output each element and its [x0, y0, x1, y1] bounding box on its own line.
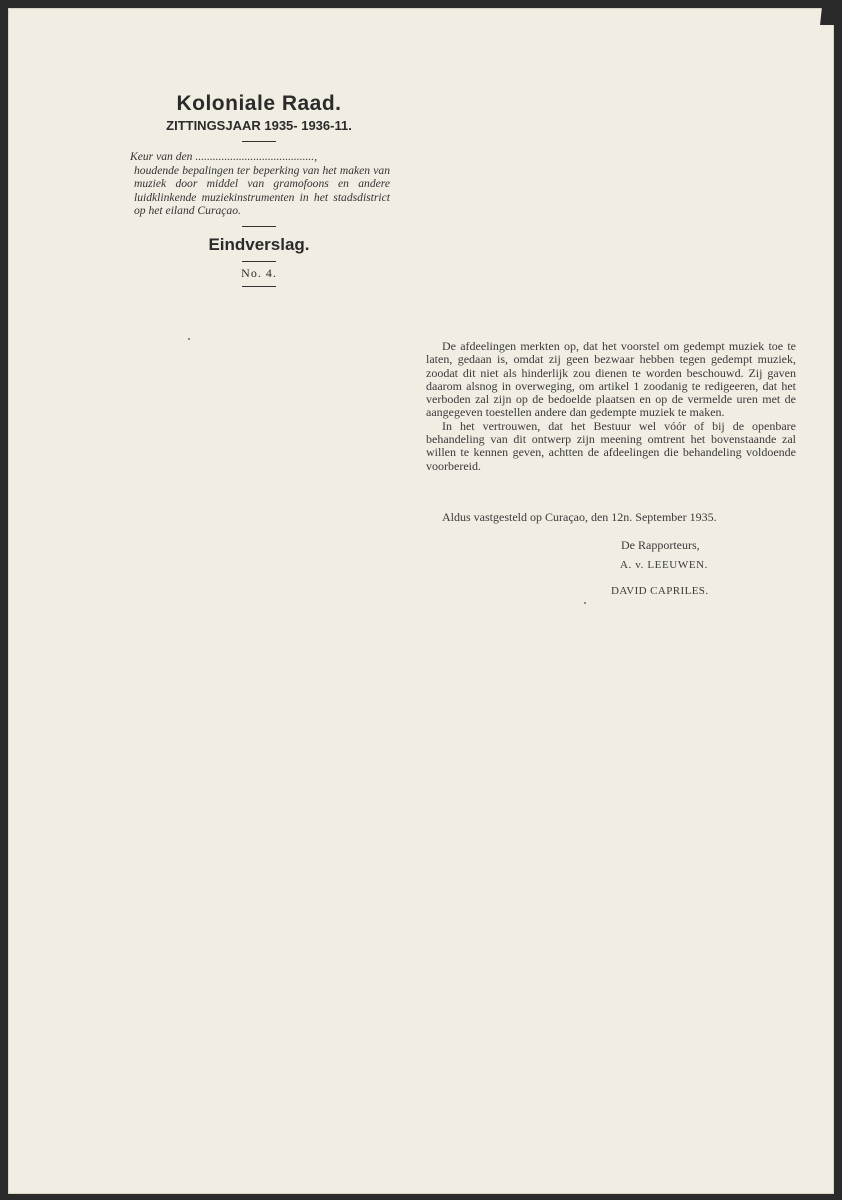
- divider: [242, 261, 276, 262]
- section-title: Eindverslag.: [208, 234, 310, 254]
- body-paragraph: De afdeelingen merkten op, dat het voorstel om gedempt muziek toe te laten, gedaan is, omdat zij geen bezwaar hebben tegen gedempt muziek, zoodat dit niet als hinderlijk zou dienen te worden beschouwd. Zij gaven daarom alsnog in overweging, om artikel 1 zoodanig te redigeeren, dat het verboden zal zijn op de bedoelde plaatsen en op de vermelde uren met de aangegeven toestellen andere dan gedempte muziek te maken.: [426, 339, 796, 420]
- divider: [242, 286, 276, 287]
- report-body: [426, 340, 796, 473]
- rapporteur-signature: A. v. LEEUWEN.: [620, 559, 709, 571]
- divider: [242, 141, 276, 142]
- paper-speck: [188, 338, 190, 340]
- session-year: ZITTINGSJAAR 1935- 1936-11.: [166, 118, 352, 133]
- rapporteurs-label: De Rapporteurs,: [621, 538, 700, 552]
- ordinance-intro: Keur van den .........................................,: [130, 150, 318, 163]
- document-header: [124, 92, 394, 292]
- body-paragraph: In het vertrouwen, dat het Bestuur wel vóór of bij de openbare behandeling van dit ontwerp zijn meening omtrent het bovenstaande zal willen te kennen geven, achtten de afdeelingen die behandeling voldoende voorbereid.: [426, 418, 796, 473]
- document-page: [8, 8, 834, 1194]
- divider: [242, 226, 276, 227]
- paper-speck: [584, 602, 586, 604]
- report-number: No. 4.: [241, 265, 277, 280]
- adoption-line: Aldus vastgesteld op Curaçao, den 12n. September 1935.: [442, 510, 717, 524]
- ordinance-subject: houdende bepalingen ter beperking van het maken van muziek door middel van gramofoons en andere luidklinkende muziekinstrumenten in het stadsdistrict op het eiland Curaçao.: [134, 163, 390, 217]
- council-title: Koloniale Raad.: [176, 92, 342, 115]
- ordinance-description: [124, 150, 394, 218]
- rapporteur-signature: DAVID CAPRILES.: [611, 585, 709, 597]
